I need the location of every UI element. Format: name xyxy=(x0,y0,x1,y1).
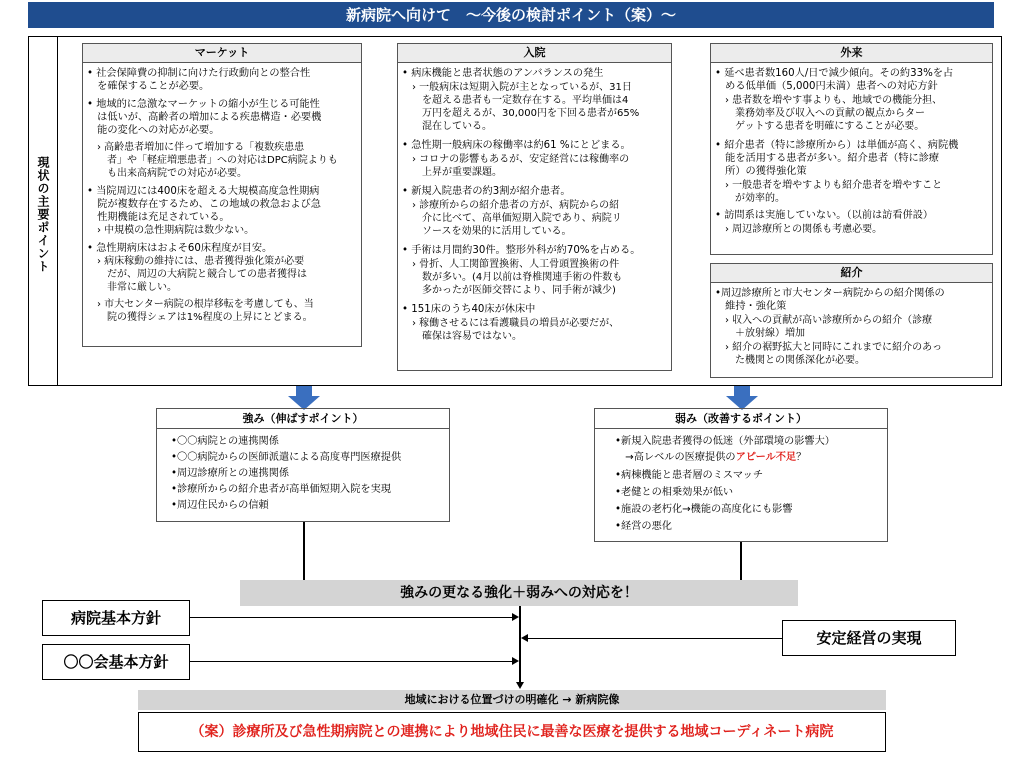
weakness-item: •新規入院患者獲得の低迷（外部環境の影響大） xyxy=(615,436,835,447)
inpatient-line: 確保は容易ではない。 xyxy=(402,331,522,342)
connector-line xyxy=(190,661,512,662)
market-line: を確保することが必要。 xyxy=(87,81,210,92)
referral-line: •周辺診療所と市大センター病院からの紹介関係の xyxy=(715,288,945,299)
outpatient-line: • 延べ患者数160人/日で減少傾向。その約33%を占 xyxy=(715,68,954,79)
strengths-header: 強み（伸ばすポイント） xyxy=(157,409,449,429)
market-line: › 中規模の急性期病院は数少ない。 xyxy=(87,225,255,236)
outpatient-line: ゲットする患者を明確にすることが必要。 xyxy=(715,121,925,132)
weakness-item-appeal xyxy=(615,451,806,465)
arrow-right-icon xyxy=(512,613,519,621)
market-line: 能の変化への対応が必要。 xyxy=(87,125,220,136)
market-line: • 地域的に急激なマーケットの縮小が生じる可能性 xyxy=(87,99,320,110)
inpatient-line: • 151床のうち40床が休床中 xyxy=(402,304,536,315)
market-panel xyxy=(82,63,362,347)
strength-item: •周辺診療所との連携関係 xyxy=(171,468,290,479)
market-line: 非常に厳しい。 xyxy=(87,282,177,293)
inpatient-header: 入院 xyxy=(397,43,672,63)
market-line: › 高齢患者増加に伴って増加する「複数疾患患 xyxy=(87,142,305,153)
outpatient-line: が効率的。 xyxy=(715,193,785,204)
outpatient-line: › 患者数を増やす事よりも、地域での機能分担、 xyxy=(715,95,943,106)
connector-line xyxy=(528,638,782,639)
strength-item: •周辺住民からの信頼 xyxy=(171,500,269,511)
market-line: • 社会保障費の抑制に向けた行政動向との整合性 xyxy=(87,68,311,79)
outpatient-line: める低単価（5,000円未満）患者への対応方針 xyxy=(715,81,938,92)
market-line: 者」や「軽症増悪患者」への対応はDPC病院よりも xyxy=(87,155,338,166)
inpatient-panel xyxy=(397,63,672,371)
market-line: 性期機能は充足されている。 xyxy=(87,212,230,223)
inpatient-line: › コロナの影響もあるが、安定経営には稼働率の xyxy=(402,154,630,165)
inpatient-line: • 新規入院患者の約3割が紹介患者。 xyxy=(402,186,571,197)
outpatient-panel xyxy=(710,63,993,255)
strength-item: •診療所からの紹介患者が高単価短期入院を実現 xyxy=(171,484,391,495)
page-title: 新病院へ向けて ～今後の検討ポイント（案）～ xyxy=(28,2,994,28)
market-line: • 急性期病床はおよそ60床程度が目安。 xyxy=(87,243,273,254)
arrow-down-small-icon xyxy=(516,682,524,689)
final-label: 地域における位置づけの明確化 → 新病院像 xyxy=(138,690,886,710)
market-line: › 市大センター病院の根岸移転を考慮しても、当 xyxy=(87,299,314,310)
outpatient-line: 所）の獲得強化策 xyxy=(715,166,807,177)
center-line xyxy=(519,606,521,683)
market-line: › 病床稼動の維持には、患者獲得強化策が必要 xyxy=(87,256,305,267)
market-header: マーケット xyxy=(82,43,362,63)
market-line: だが、周辺の大病院と競合しての患者獲得は xyxy=(87,269,307,280)
market-line: は低いが、高齢者の増加による疾患構造・必要機 xyxy=(87,112,322,123)
referral-panel xyxy=(710,283,993,378)
inpatient-line: 介に比べて、高単価短期入院であり、病院リ xyxy=(402,213,622,224)
inpatient-line: 多かったが医師交替により、同手術が減少) xyxy=(402,285,616,296)
market-line: 院の獲得シェアは1%程度の上昇にとどまる。 xyxy=(87,312,313,323)
weakness-item: •経営の悪化 xyxy=(615,521,672,532)
hospital-policy-box: 病院基本方針 xyxy=(42,600,190,636)
outpatient-line: • 訪問系は実施していない。（以前は訪看併設） xyxy=(715,210,934,221)
inpatient-line: • 病床機能と患者状態のアンバランスの発生 xyxy=(402,68,604,79)
inpatient-line: › 一般病床は短期入院が主となっているが、31日 xyxy=(402,82,632,93)
referral-line: 維持・強化策 xyxy=(715,301,787,312)
outpatient-line: • 紹介患者（特に診療所から）は単価が高く、病院機 xyxy=(715,140,959,151)
inpatient-line: 上昇が重要課題。 xyxy=(402,167,502,178)
new-hospital-vision: （案）診療所及び急性期病院との連携により地域住民に最善な医療を提供する地域コーディネート病院 xyxy=(138,712,886,752)
referral-line: た機関との関係深化が必要。 xyxy=(715,355,865,366)
arrow-left-icon xyxy=(521,634,528,642)
outpatient-line: › 一般患者を増やすよりも紹介患者を増やすこと xyxy=(715,180,943,191)
weakness-item: •施設の老朽化→機能の高度化にも影響 xyxy=(615,504,793,515)
stable-management-box: 安定経営の実現 xyxy=(782,620,956,656)
market-line: 院が複数存在するため、この地域の救急および急 xyxy=(87,199,321,210)
inpatient-line: ソースを効果的に活用している。 xyxy=(402,226,572,237)
referral-line: › 収入への貢献が高い診療所からの紹介（診療 xyxy=(715,315,933,326)
inpatient-line: 万円を超えるが、30,000円を下回る患者が65% xyxy=(402,108,640,119)
market-line: • 当院周辺には400床を超える大規模高度急性期病 xyxy=(87,186,320,197)
weakness-item: •病棟機能と患者層のミスマッチ xyxy=(615,470,764,481)
connector-line xyxy=(303,522,305,580)
outpatient-line: 能を活用する患者が多い。紹介患者（特に診療 xyxy=(715,153,940,164)
arrow-right-icon xyxy=(512,657,519,665)
weaknesses-box xyxy=(594,408,888,542)
outpatient-line: › 周辺診療所との関係も考慮必要。 xyxy=(715,224,883,235)
inpatient-line: • 急性期一般病床の稼働率は約61 %にとどまる。 xyxy=(402,140,631,151)
inpatient-line: › 骨折、人工関節置換術、人工骨頭置換術の件 xyxy=(402,259,620,270)
inpatient-line: 混在している。 xyxy=(402,121,492,132)
weakness-item-prefix: →高レベルの医療提供の xyxy=(615,452,736,463)
inpatient-line: を超える患者も一定数存在する。平均単価は4 xyxy=(402,95,629,106)
outpatient-line: 業務効率及び収入への貢献の観点からター xyxy=(715,108,925,119)
market-line: も出来高病院での対応が必要。 xyxy=(87,168,247,179)
strength-item: •〇〇病院からの医師派遣による高度専門医療提供 xyxy=(171,452,402,463)
side-label-box xyxy=(28,36,58,386)
referral-header: 紹介 xyxy=(710,263,993,283)
inpatient-line: • 手術は月間約30件。整形外科が約70%を占める。 xyxy=(402,245,641,256)
weakness-item: •老健との相乗効果が低い xyxy=(615,487,734,498)
inpatient-line: › 診療所からの紹介患者の方が、病院からの紹 xyxy=(402,200,620,211)
weaknesses-header: 弱み（改善するポイント） xyxy=(595,409,887,429)
strategy-banner: 強みの更なる強化＋弱みへの対応を！ xyxy=(240,580,798,606)
weakness-item-red: アピール不足 xyxy=(735,452,797,463)
connector-line xyxy=(190,617,512,618)
side-label: 現状の主要ポイント xyxy=(36,156,50,273)
strength-item: •〇〇病院との連携関係 xyxy=(171,436,279,447)
outpatient-header: 外来 xyxy=(710,43,993,63)
referral-line: › 紹介の裾野拡大と同時にこれまでに紹介のあっ xyxy=(715,342,943,353)
weakness-item-suffix: ？ xyxy=(796,452,807,463)
strengths-box xyxy=(156,408,450,522)
inpatient-line: › 稼働させるには看護職員の増員が必要だが、 xyxy=(402,318,620,329)
connector-line xyxy=(740,542,742,580)
association-policy-box: 〇〇会基本方針 xyxy=(42,644,190,680)
referral-line: ＋放射線）増加 xyxy=(715,328,805,339)
inpatient-line: 数が多い。(4月以前は脊椎関連手術の件数も xyxy=(402,272,623,283)
